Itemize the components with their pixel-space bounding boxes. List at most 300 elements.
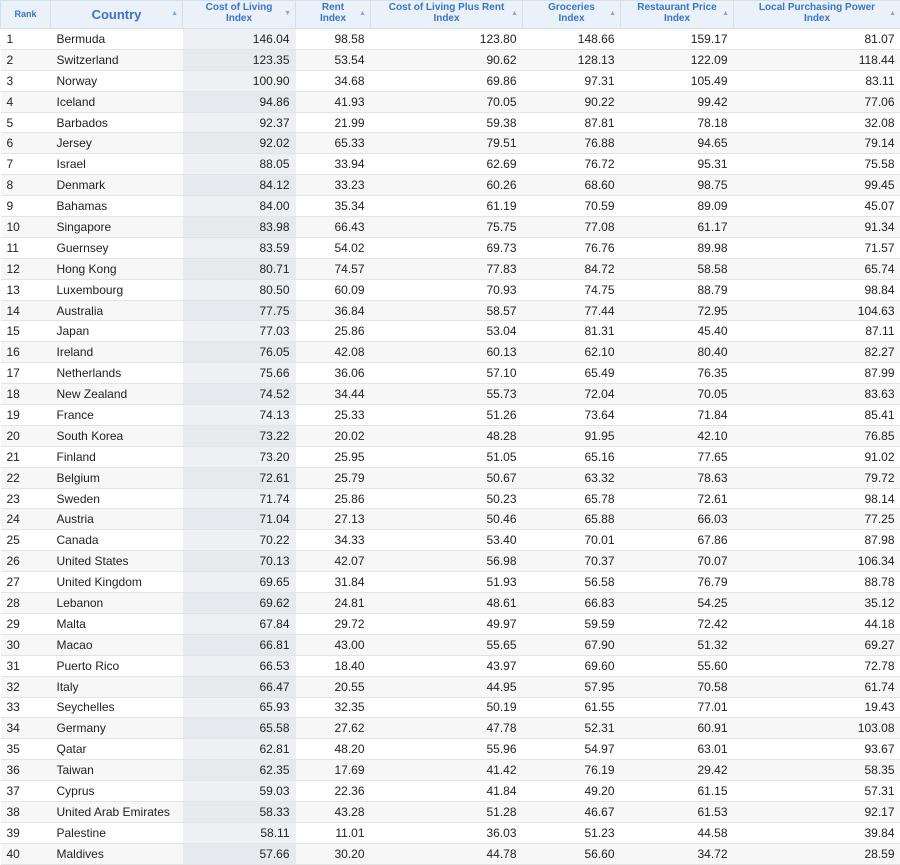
restaurant-price-cell: 51.32 bbox=[621, 634, 734, 655]
groceries-cell: 66.83 bbox=[523, 593, 621, 614]
groceries-cell: 68.60 bbox=[523, 175, 621, 196]
rank-cell: 5 bbox=[1, 112, 51, 133]
local-purchasing-power-cell: 98.14 bbox=[734, 488, 900, 509]
rent-cell: 20.55 bbox=[296, 676, 371, 697]
rank-cell: 18 bbox=[1, 384, 51, 405]
country-cell: Norway bbox=[51, 70, 183, 91]
groceries-cell: 74.75 bbox=[523, 279, 621, 300]
rent-cell: 34.44 bbox=[296, 384, 371, 405]
rent-cell: 25.86 bbox=[296, 321, 371, 342]
rent-cell: 31.84 bbox=[296, 572, 371, 593]
restaurant-price-cell: 76.79 bbox=[621, 572, 734, 593]
country-cell: Hong Kong bbox=[51, 258, 183, 279]
table-row[interactable] bbox=[1, 572, 900, 593]
header-rent-index[interactable]: Rent Index ▲ bbox=[296, 1, 371, 29]
restaurant-price-cell: 78.18 bbox=[621, 112, 734, 133]
header-cost-of-living-plus-rent-index[interactable]: Cost of Living Plus Rent Index ▲ bbox=[371, 1, 523, 29]
rank-cell: 4 bbox=[1, 91, 51, 112]
rank-cell: 31 bbox=[1, 655, 51, 676]
table-row[interactable] bbox=[1, 843, 900, 864]
local-purchasing-power-cell: 79.72 bbox=[734, 467, 900, 488]
rent-cell: 42.07 bbox=[296, 551, 371, 572]
country-cell: Iceland bbox=[51, 91, 183, 112]
groceries-cell: 81.31 bbox=[523, 321, 621, 342]
restaurant-price-cell: 61.15 bbox=[621, 781, 734, 802]
rank-cell: 35 bbox=[1, 739, 51, 760]
table-row[interactable] bbox=[1, 781, 900, 802]
country-cell: Finland bbox=[51, 446, 183, 467]
rent-cell: 98.58 bbox=[296, 29, 371, 50]
groceries-cell: 90.22 bbox=[523, 91, 621, 112]
rent-cell: 42.08 bbox=[296, 342, 371, 363]
cost-of-living-plus-rent-cell: 90.62 bbox=[371, 49, 523, 70]
rank-cell: 8 bbox=[1, 175, 51, 196]
rank-cell: 1 bbox=[1, 29, 51, 50]
cost-of-living-plus-rent-cell: 69.86 bbox=[371, 70, 523, 91]
restaurant-price-cell: 77.65 bbox=[621, 446, 734, 467]
country-cell: Barbados bbox=[51, 112, 183, 133]
restaurant-price-cell: 45.40 bbox=[621, 321, 734, 342]
restaurant-price-cell: 70.58 bbox=[621, 676, 734, 697]
local-purchasing-power-cell: 77.25 bbox=[734, 509, 900, 530]
groceries-cell: 69.60 bbox=[523, 655, 621, 676]
rank-cell: 26 bbox=[1, 551, 51, 572]
cost-of-living-cell: 66.81 bbox=[183, 634, 296, 655]
table-row[interactable] bbox=[1, 363, 900, 384]
local-purchasing-power-cell: 106.34 bbox=[734, 551, 900, 572]
restaurant-price-cell: 80.40 bbox=[621, 342, 734, 363]
restaurant-price-cell: 70.05 bbox=[621, 384, 734, 405]
sort-arrows-icon: ▲ bbox=[609, 10, 616, 17]
cost-of-living-cell: 70.13 bbox=[183, 551, 296, 572]
cost-of-living-plus-rent-cell: 49.97 bbox=[371, 613, 523, 634]
rent-cell: 27.62 bbox=[296, 718, 371, 739]
cost-of-living-plus-rent-cell: 43.97 bbox=[371, 655, 523, 676]
groceries-cell: 57.95 bbox=[523, 676, 621, 697]
rank-cell: 12 bbox=[1, 258, 51, 279]
local-purchasing-power-cell: 87.98 bbox=[734, 530, 900, 551]
rent-cell: 53.54 bbox=[296, 49, 371, 70]
country-cell: France bbox=[51, 405, 183, 426]
local-purchasing-power-cell: 69.27 bbox=[734, 634, 900, 655]
rent-cell: 22.36 bbox=[296, 781, 371, 802]
local-purchasing-power-cell: 28.59 bbox=[734, 843, 900, 864]
cost-of-living-cell: 67.84 bbox=[183, 613, 296, 634]
table-row[interactable] bbox=[1, 196, 900, 217]
cost-of-living-cell: 74.52 bbox=[183, 384, 296, 405]
rank-cell: 40 bbox=[1, 843, 51, 864]
table-row[interactable] bbox=[1, 509, 900, 530]
table-row[interactable] bbox=[1, 739, 900, 760]
restaurant-price-cell: 122.09 bbox=[621, 49, 734, 70]
table-row[interactable] bbox=[1, 112, 900, 133]
table-row[interactable] bbox=[1, 718, 900, 739]
local-purchasing-power-cell: 65.74 bbox=[734, 258, 900, 279]
cost-of-living-cell: 73.20 bbox=[183, 446, 296, 467]
cost-of-living-cell: 69.62 bbox=[183, 593, 296, 614]
restaurant-price-cell: 95.31 bbox=[621, 154, 734, 175]
groceries-cell: 61.55 bbox=[523, 697, 621, 718]
local-purchasing-power-cell: 98.84 bbox=[734, 279, 900, 300]
groceries-cell: 65.16 bbox=[523, 446, 621, 467]
country-cell: Taiwan bbox=[51, 760, 183, 781]
local-purchasing-power-cell: 91.34 bbox=[734, 217, 900, 238]
cost-of-living-plus-rent-cell: 57.10 bbox=[371, 363, 523, 384]
table-row[interactable] bbox=[1, 593, 900, 614]
rank-cell: 24 bbox=[1, 509, 51, 530]
country-cell: Palestine bbox=[51, 822, 183, 843]
header-country[interactable]: Country ▲ bbox=[51, 1, 183, 29]
rent-cell: 11.01 bbox=[296, 822, 371, 843]
country-cell: Canada bbox=[51, 530, 183, 551]
rank-cell: 9 bbox=[1, 196, 51, 217]
rent-cell: 66.43 bbox=[296, 217, 371, 238]
cost-of-living-plus-rent-cell: 48.61 bbox=[371, 593, 523, 614]
table-row[interactable] bbox=[1, 237, 900, 258]
table-row[interactable] bbox=[1, 154, 900, 175]
table-row[interactable] bbox=[1, 49, 900, 70]
restaurant-price-cell: 55.60 bbox=[621, 655, 734, 676]
cost-of-living-plus-rent-cell: 44.95 bbox=[371, 676, 523, 697]
restaurant-price-cell: 58.58 bbox=[621, 258, 734, 279]
cost-of-living-plus-rent-cell: 51.26 bbox=[371, 405, 523, 426]
local-purchasing-power-cell: 61.74 bbox=[734, 676, 900, 697]
rank-cell: 28 bbox=[1, 593, 51, 614]
country-cell: Maldives bbox=[51, 843, 183, 864]
header-restaurant-price-index[interactable]: Restaurant Price Index ▲ bbox=[621, 1, 734, 29]
cost-of-living-cell: 84.00 bbox=[183, 196, 296, 217]
table-row[interactable] bbox=[1, 70, 900, 91]
local-purchasing-power-cell: 82.27 bbox=[734, 342, 900, 363]
groceries-cell: 72.04 bbox=[523, 384, 621, 405]
rent-cell: 34.68 bbox=[296, 70, 371, 91]
cost-of-living-cell: 70.22 bbox=[183, 530, 296, 551]
cost-of-living-cell: 58.11 bbox=[183, 822, 296, 843]
rent-cell: 32.35 bbox=[296, 697, 371, 718]
country-cell: Ireland bbox=[51, 342, 183, 363]
table-row[interactable] bbox=[1, 279, 900, 300]
rank-cell: 37 bbox=[1, 781, 51, 802]
cost-of-living-cell: 100.90 bbox=[183, 70, 296, 91]
restaurant-price-cell: 98.75 bbox=[621, 175, 734, 196]
table-row[interactable] bbox=[1, 760, 900, 781]
restaurant-price-cell: 70.07 bbox=[621, 551, 734, 572]
local-purchasing-power-cell: 93.67 bbox=[734, 739, 900, 760]
header-rank[interactable]: Rank bbox=[1, 1, 51, 29]
table-row[interactable] bbox=[1, 384, 900, 405]
local-purchasing-power-cell: 99.45 bbox=[734, 175, 900, 196]
rent-cell: 27.13 bbox=[296, 509, 371, 530]
local-purchasing-power-cell: 103.08 bbox=[734, 718, 900, 739]
cost-of-living-cell: 72.61 bbox=[183, 467, 296, 488]
country-cell: Qatar bbox=[51, 739, 183, 760]
restaurant-price-cell: 61.17 bbox=[621, 217, 734, 238]
groceries-cell: 76.76 bbox=[523, 237, 621, 258]
groceries-cell: 49.20 bbox=[523, 781, 621, 802]
groceries-cell: 52.31 bbox=[523, 718, 621, 739]
cost-of-living-plus-rent-cell: 41.84 bbox=[371, 781, 523, 802]
rank-cell: 7 bbox=[1, 154, 51, 175]
cost-of-living-cell: 65.58 bbox=[183, 718, 296, 739]
rank-cell: 13 bbox=[1, 279, 51, 300]
country-cell: Lebanon bbox=[51, 593, 183, 614]
rent-cell: 41.93 bbox=[296, 91, 371, 112]
country-cell: Macao bbox=[51, 634, 183, 655]
table-row[interactable] bbox=[1, 175, 900, 196]
restaurant-price-cell: 61.53 bbox=[621, 801, 734, 822]
groceries-cell: 97.31 bbox=[523, 70, 621, 91]
restaurant-price-cell: 99.42 bbox=[621, 91, 734, 112]
groceries-cell: 56.58 bbox=[523, 572, 621, 593]
groceries-cell: 77.08 bbox=[523, 217, 621, 238]
cost-of-living-cell: 92.02 bbox=[183, 133, 296, 154]
local-purchasing-power-cell: 118.44 bbox=[734, 49, 900, 70]
local-purchasing-power-cell: 45.07 bbox=[734, 196, 900, 217]
cost-of-living-plus-rent-cell: 55.96 bbox=[371, 739, 523, 760]
table-row[interactable] bbox=[1, 405, 900, 426]
country-cell: United Kingdom bbox=[51, 572, 183, 593]
cost-of-living-plus-rent-cell: 58.57 bbox=[371, 300, 523, 321]
groceries-cell: 62.10 bbox=[523, 342, 621, 363]
rank-cell: 30 bbox=[1, 634, 51, 655]
table-row[interactable] bbox=[1, 258, 900, 279]
rank-cell: 20 bbox=[1, 425, 51, 446]
restaurant-price-cell: 60.91 bbox=[621, 718, 734, 739]
rank-cell: 15 bbox=[1, 321, 51, 342]
rank-cell: 23 bbox=[1, 488, 51, 509]
local-purchasing-power-cell: 19.43 bbox=[734, 697, 900, 718]
rent-cell: 30.20 bbox=[296, 843, 371, 864]
restaurant-price-cell: 42.10 bbox=[621, 425, 734, 446]
country-cell: Malta bbox=[51, 613, 183, 634]
table-row[interactable] bbox=[1, 321, 900, 342]
cost-of-living-plus-rent-cell: 51.93 bbox=[371, 572, 523, 593]
groceries-cell: 65.49 bbox=[523, 363, 621, 384]
rent-cell: 33.23 bbox=[296, 175, 371, 196]
local-purchasing-power-cell: 71.57 bbox=[734, 237, 900, 258]
local-purchasing-power-cell: 91.02 bbox=[734, 446, 900, 467]
country-cell: Bahamas bbox=[51, 196, 183, 217]
header-local-purchasing-power-index[interactable]: Local Purchasing Power Index ▲ bbox=[734, 1, 900, 29]
restaurant-price-cell: 34.72 bbox=[621, 843, 734, 864]
rent-cell: 48.20 bbox=[296, 739, 371, 760]
groceries-cell: 70.37 bbox=[523, 551, 621, 572]
restaurant-price-cell: 77.01 bbox=[621, 697, 734, 718]
groceries-cell: 65.88 bbox=[523, 509, 621, 530]
local-purchasing-power-cell: 87.11 bbox=[734, 321, 900, 342]
local-purchasing-power-cell: 85.41 bbox=[734, 405, 900, 426]
local-purchasing-power-cell: 104.63 bbox=[734, 300, 900, 321]
country-cell: Singapore bbox=[51, 217, 183, 238]
cost-of-living-cell: 92.37 bbox=[183, 112, 296, 133]
cost-of-living-cell: 62.35 bbox=[183, 760, 296, 781]
country-cell: Germany bbox=[51, 718, 183, 739]
table-row[interactable] bbox=[1, 425, 900, 446]
header-cost-of-living-index[interactable]: Cost of Living Index ▼ bbox=[183, 1, 296, 29]
cost-of-living-plus-rent-cell: 123.80 bbox=[371, 29, 523, 50]
restaurant-price-cell: 44.58 bbox=[621, 822, 734, 843]
rent-cell: 29.72 bbox=[296, 613, 371, 634]
sort-arrows-icon: ▼ bbox=[284, 10, 291, 17]
local-purchasing-power-cell: 88.78 bbox=[734, 572, 900, 593]
cost-of-living-plus-rent-cell: 50.23 bbox=[371, 488, 523, 509]
rent-cell: 60.09 bbox=[296, 279, 371, 300]
groceries-cell: 46.67 bbox=[523, 801, 621, 822]
table-row[interactable] bbox=[1, 634, 900, 655]
country-cell: South Korea bbox=[51, 425, 183, 446]
restaurant-price-cell: 159.17 bbox=[621, 29, 734, 50]
groceries-cell: 148.66 bbox=[523, 29, 621, 50]
table-row[interactable] bbox=[1, 217, 900, 238]
rank-cell: 11 bbox=[1, 237, 51, 258]
cost-of-living-cell: 71.04 bbox=[183, 509, 296, 530]
table-row[interactable] bbox=[1, 551, 900, 572]
rent-cell: 20.02 bbox=[296, 425, 371, 446]
groceries-cell: 87.81 bbox=[523, 112, 621, 133]
cost-of-living-cell: 66.53 bbox=[183, 655, 296, 676]
local-purchasing-power-cell: 72.78 bbox=[734, 655, 900, 676]
local-purchasing-power-cell: 39.84 bbox=[734, 822, 900, 843]
cost-of-living-plus-rent-cell: 51.28 bbox=[371, 801, 523, 822]
country-cell: Seychelles bbox=[51, 697, 183, 718]
groceries-cell: 73.64 bbox=[523, 405, 621, 426]
sort-arrows-icon: ▲ bbox=[359, 10, 366, 17]
rent-cell: 25.33 bbox=[296, 405, 371, 426]
sort-arrows-icon: ▲ bbox=[722, 10, 729, 17]
cost-of-living-plus-rent-cell: 69.73 bbox=[371, 237, 523, 258]
rent-cell: 74.57 bbox=[296, 258, 371, 279]
local-purchasing-power-cell: 44.18 bbox=[734, 613, 900, 634]
cost-of-living-plus-rent-cell: 48.28 bbox=[371, 425, 523, 446]
cost-of-living-cell: 77.03 bbox=[183, 321, 296, 342]
rank-cell: 39 bbox=[1, 822, 51, 843]
restaurant-price-cell: 88.79 bbox=[621, 279, 734, 300]
table-row[interactable] bbox=[1, 488, 900, 509]
cost-of-living-plus-rent-cell: 36.03 bbox=[371, 822, 523, 843]
restaurant-price-cell: 72.61 bbox=[621, 488, 734, 509]
rank-cell: 6 bbox=[1, 133, 51, 154]
groceries-cell: 59.59 bbox=[523, 613, 621, 634]
local-purchasing-power-cell: 57.31 bbox=[734, 781, 900, 802]
table-row[interactable] bbox=[1, 91, 900, 112]
rank-cell: 27 bbox=[1, 572, 51, 593]
restaurant-price-cell: 67.86 bbox=[621, 530, 734, 551]
country-cell: Israel bbox=[51, 154, 183, 175]
cost-of-living-cell: 66.47 bbox=[183, 676, 296, 697]
rent-cell: 33.94 bbox=[296, 154, 371, 175]
table-row[interactable] bbox=[1, 801, 900, 822]
header-groceries-index[interactable]: Groceries Index ▲ bbox=[523, 1, 621, 29]
restaurant-price-cell: 94.65 bbox=[621, 133, 734, 154]
rent-cell: 43.28 bbox=[296, 801, 371, 822]
cost-of-living-cell: 74.13 bbox=[183, 405, 296, 426]
restaurant-price-cell: 63.01 bbox=[621, 739, 734, 760]
table-row[interactable] bbox=[1, 446, 900, 467]
rank-cell: 3 bbox=[1, 70, 51, 91]
groceries-cell: 56.60 bbox=[523, 843, 621, 864]
cost-of-living-cell: 84.12 bbox=[183, 175, 296, 196]
restaurant-price-cell: 72.95 bbox=[621, 300, 734, 321]
groceries-cell: 51.23 bbox=[523, 822, 621, 843]
cost-of-living-plus-rent-cell: 50.19 bbox=[371, 697, 523, 718]
cost-of-living-plus-rent-cell: 50.67 bbox=[371, 467, 523, 488]
cost-of-living-plus-rent-cell: 77.83 bbox=[371, 258, 523, 279]
local-purchasing-power-cell: 32.08 bbox=[734, 112, 900, 133]
country-cell: Belgium bbox=[51, 467, 183, 488]
cost-of-living-cell: 146.04 bbox=[183, 29, 296, 50]
table-row[interactable] bbox=[1, 133, 900, 154]
table-row[interactable] bbox=[1, 342, 900, 363]
groceries-cell: 65.78 bbox=[523, 488, 621, 509]
cost-of-living-plus-rent-cell: 61.19 bbox=[371, 196, 523, 217]
rank-cell: 14 bbox=[1, 300, 51, 321]
restaurant-price-cell: 71.84 bbox=[621, 405, 734, 426]
table-row[interactable] bbox=[1, 697, 900, 718]
rank-cell: 33 bbox=[1, 697, 51, 718]
cost-of-living-cell: 62.81 bbox=[183, 739, 296, 760]
rent-cell: 18.40 bbox=[296, 655, 371, 676]
cost-of-living-cell: 80.50 bbox=[183, 279, 296, 300]
country-cell: Sweden bbox=[51, 488, 183, 509]
rank-cell: 32 bbox=[1, 676, 51, 697]
restaurant-price-cell: 78.63 bbox=[621, 467, 734, 488]
cost-of-living-plus-rent-cell: 53.04 bbox=[371, 321, 523, 342]
cost-of-living-plus-rent-cell: 79.51 bbox=[371, 133, 523, 154]
local-purchasing-power-cell: 79.14 bbox=[734, 133, 900, 154]
cost-of-living-cell: 75.66 bbox=[183, 363, 296, 384]
rank-cell: 29 bbox=[1, 613, 51, 634]
country-cell: Austria bbox=[51, 509, 183, 530]
groceries-cell: 76.72 bbox=[523, 154, 621, 175]
table-row[interactable] bbox=[1, 467, 900, 488]
table-row[interactable] bbox=[1, 655, 900, 676]
table-row[interactable] bbox=[1, 676, 900, 697]
country-cell: United Arab Emirates bbox=[51, 801, 183, 822]
table-row[interactable] bbox=[1, 300, 900, 321]
table-row[interactable] bbox=[1, 613, 900, 634]
cost-of-living-cell: 71.74 bbox=[183, 488, 296, 509]
groceries-cell: 70.59 bbox=[523, 196, 621, 217]
cost-of-living-cell: 88.05 bbox=[183, 154, 296, 175]
cost-of-living-plus-rent-cell: 75.75 bbox=[371, 217, 523, 238]
country-cell: Puerto Rico bbox=[51, 655, 183, 676]
cost-of-living-plus-rent-cell: 44.78 bbox=[371, 843, 523, 864]
local-purchasing-power-cell: 92.17 bbox=[734, 801, 900, 822]
cost-of-living-cell: 77.75 bbox=[183, 300, 296, 321]
groceries-cell: 91.95 bbox=[523, 425, 621, 446]
groceries-cell: 54.97 bbox=[523, 739, 621, 760]
local-purchasing-power-cell: 87.99 bbox=[734, 363, 900, 384]
cost-of-living-plus-rent-cell: 59.38 bbox=[371, 112, 523, 133]
sort-arrows-icon: ▲ bbox=[889, 10, 896, 17]
rank-cell: 16 bbox=[1, 342, 51, 363]
table-row[interactable] bbox=[1, 530, 900, 551]
groceries-cell: 77.44 bbox=[523, 300, 621, 321]
table-row[interactable] bbox=[1, 29, 900, 50]
rank-cell: 21 bbox=[1, 446, 51, 467]
cost-of-living-cell: 83.98 bbox=[183, 217, 296, 238]
rank-cell: 17 bbox=[1, 363, 51, 384]
groceries-cell: 67.90 bbox=[523, 634, 621, 655]
country-cell: Bermuda bbox=[51, 29, 183, 50]
local-purchasing-power-cell: 83.63 bbox=[734, 384, 900, 405]
cost-of-living-plus-rent-cell: 60.26 bbox=[371, 175, 523, 196]
country-cell: Japan bbox=[51, 321, 183, 342]
cost-of-living-cell: 83.59 bbox=[183, 237, 296, 258]
cost-of-living-cell: 94.86 bbox=[183, 91, 296, 112]
table-row[interactable] bbox=[1, 822, 900, 843]
rent-cell: 43.00 bbox=[296, 634, 371, 655]
